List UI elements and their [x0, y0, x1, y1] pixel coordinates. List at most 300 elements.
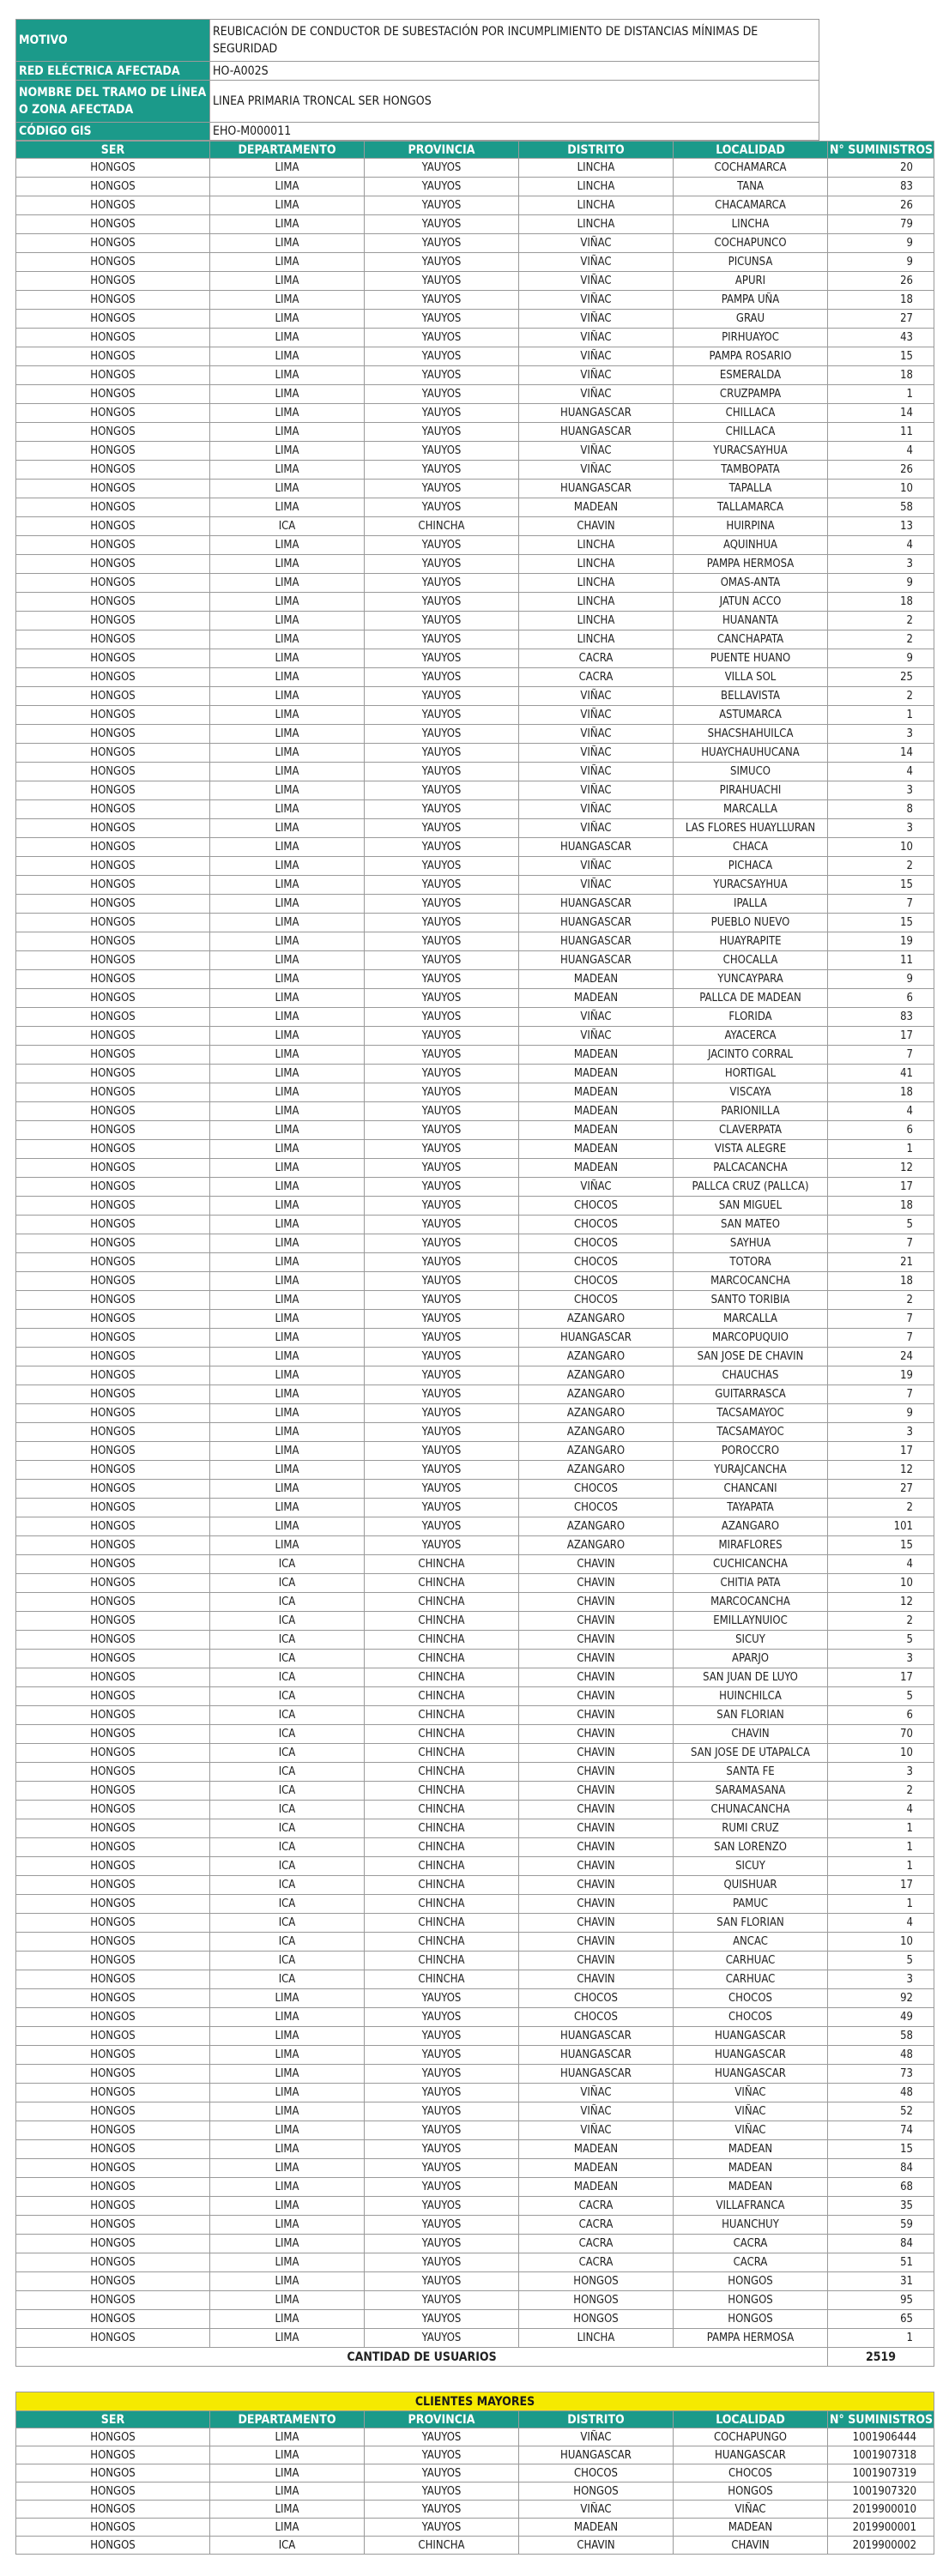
cell-distrito: AZANGARO — [519, 1461, 674, 1480]
cell-departamento: LIMA — [210, 2501, 365, 2519]
cell-suministros: 3 — [828, 1423, 934, 1442]
cell-distrito: MADEAN — [519, 1065, 674, 1083]
cell-suministros: 49 — [828, 2008, 934, 2027]
cell-provincia: YAUYOS — [365, 1442, 519, 1461]
table-row — [16, 2197, 934, 2216]
cell-suministros: 31 — [828, 2272, 934, 2291]
cell-provincia: YAUYOS — [365, 178, 519, 196]
cell-suministros: 11 — [828, 423, 934, 442]
cell-ser: HONGOS — [16, 1310, 210, 1329]
cell-localidad: CHOCALLA — [674, 951, 828, 970]
table-row — [16, 895, 934, 914]
cell-suministros: 12 — [828, 1159, 934, 1178]
cell-distrito: VIÑAC — [519, 1027, 674, 1046]
cell-provincia: YAUYOS — [365, 2084, 519, 2102]
cell-distrito: AZANGARO — [519, 1442, 674, 1461]
cell-provincia: YAUYOS — [365, 2501, 519, 2519]
cell-provincia: YAUYOS — [365, 385, 519, 404]
cell-distrito: AZANGARO — [519, 1536, 674, 1555]
total-row — [16, 2348, 934, 2367]
motivo-label: MOTIVO — [16, 20, 210, 62]
cell-distrito: VIÑAC — [519, 347, 674, 366]
cell-departamento: LIMA — [210, 612, 365, 630]
cell-distrito: HUANGASCAR — [519, 480, 674, 498]
table-row — [16, 272, 934, 291]
cell-localidad: MADEAN — [674, 2159, 828, 2178]
col-departamento: DEPARTAMENTO — [210, 142, 365, 159]
cell-suministros: 52 — [828, 2102, 934, 2121]
cell-localidad: YUNCAYPARA — [674, 970, 828, 989]
cell-suministros: 7 — [828, 895, 934, 914]
cell-provincia: YAUYOS — [365, 555, 519, 574]
cell-provincia: CHINCHA — [365, 1876, 519, 1895]
cell-localidad: CACRA — [674, 2235, 828, 2253]
table-row — [16, 630, 934, 649]
cell-ser: HONGOS — [16, 1706, 210, 1725]
cell-suministros: 15 — [828, 876, 934, 895]
cell-ser: HONGOS — [16, 517, 210, 536]
cell-distrito: CHOCOS — [519, 1216, 674, 1234]
cell-distrito: VIÑAC — [519, 857, 674, 876]
cell-distrito: CHAVIN — [519, 517, 674, 536]
cell-suministros: 58 — [828, 2027, 934, 2046]
cell-distrito: CACRA — [519, 2197, 674, 2216]
cell-localidad: TAMBOPATA — [674, 461, 828, 480]
cell-ser: HONGOS — [16, 1687, 210, 1706]
cell-distrito: VIÑAC — [519, 687, 674, 706]
cell-provincia: YAUYOS — [365, 1027, 519, 1046]
cell-provincia: YAUYOS — [365, 2291, 519, 2310]
cell-ser: HONGOS — [16, 1838, 210, 1857]
cell-ser: HONGOS — [16, 1366, 210, 1385]
cell-localidad: SANTO TORIBIA — [674, 1291, 828, 1310]
cell-localidad: LAS FLORES HUAYLLURAN — [674, 819, 828, 838]
table-row — [16, 2482, 934, 2501]
cell-localidad: TANA — [674, 178, 828, 196]
cell-departamento: LIMA — [210, 215, 365, 234]
table-row — [16, 1461, 934, 1480]
cell-distrito: CACRA — [519, 2253, 674, 2272]
table-row — [16, 1631, 934, 1650]
table-row — [16, 1027, 934, 1046]
cell-distrito: AZANGARO — [519, 1404, 674, 1423]
cell-suministros: 2019900010 — [828, 2501, 934, 2519]
table-row — [16, 1706, 934, 1725]
cell-localidad: YURACSAYHUA — [674, 442, 828, 461]
cell-suministros: 9 — [828, 649, 934, 668]
cell-departamento: LIMA — [210, 1159, 365, 1178]
table-row — [16, 1687, 934, 1706]
cell-provincia: YAUYOS — [365, 1159, 519, 1178]
col-distrito: DISTRITO — [519, 2411, 674, 2428]
cell-departamento: LIMA — [210, 1989, 365, 2008]
table-row — [16, 234, 934, 253]
cell-distrito: HUANGASCAR — [519, 2046, 674, 2065]
cell-departamento: LIMA — [210, 291, 365, 310]
cell-localidad: PALLCA CRUZ (PALLCA) — [674, 1178, 828, 1197]
cell-departamento: LIMA — [210, 1366, 365, 1385]
cell-ser: HONGOS — [16, 2272, 210, 2291]
table-row — [16, 2084, 934, 2102]
cell-ser: HONGOS — [16, 2464, 210, 2482]
cell-suministros: 48 — [828, 2084, 934, 2102]
cell-localidad: HUIRPINA — [674, 517, 828, 536]
cell-departamento: LIMA — [210, 1499, 365, 1517]
cell-departamento: ICA — [210, 1876, 365, 1895]
cell-departamento: LIMA — [210, 574, 365, 593]
cell-localidad: CHITIA PATA — [674, 1574, 828, 1593]
cell-departamento: ICA — [210, 1914, 365, 1933]
cell-localidad: CHOCOS — [674, 2008, 828, 2027]
table-row — [16, 1046, 934, 1065]
cell-departamento: ICA — [210, 1668, 365, 1687]
cell-suministros: 95 — [828, 2291, 934, 2310]
cell-distrito: CHAVIN — [519, 1706, 674, 1725]
cell-ser: HONGOS — [16, 593, 210, 612]
cell-distrito: CHAVIN — [519, 1801, 674, 1819]
cell-suministros: 2 — [828, 1291, 934, 1310]
cell-localidad: PAMPA UÑA — [674, 291, 828, 310]
table-row — [16, 1612, 934, 1631]
table-row — [16, 989, 934, 1008]
cell-distrito: CHAVIN — [519, 1970, 674, 1989]
cell-ser: HONGOS — [16, 442, 210, 461]
col-ser: SER — [16, 142, 210, 159]
cell-suministros: 43 — [828, 329, 934, 347]
cell-distrito: AZANGARO — [519, 1385, 674, 1404]
cell-localidad: SAN LORENZO — [674, 1838, 828, 1857]
cell-provincia: CHINCHA — [365, 1555, 519, 1574]
cell-provincia: CHINCHA — [365, 1612, 519, 1631]
table-row — [16, 2272, 934, 2291]
cell-localidad: CANCHAPATA — [674, 630, 828, 649]
cell-departamento: LIMA — [210, 2008, 365, 2027]
cell-departamento: LIMA — [210, 178, 365, 196]
cell-departamento: ICA — [210, 1801, 365, 1819]
cell-ser: HONGOS — [16, 480, 210, 498]
cell-localidad: SAN JOSE DE UTAPALCA — [674, 1744, 828, 1763]
cell-departamento: LIMA — [210, 1423, 365, 1442]
cell-localidad: YURACSAYHUA — [674, 876, 828, 895]
cell-departamento: LIMA — [210, 2428, 365, 2446]
cell-suministros: 4 — [828, 536, 934, 555]
cell-distrito: CHAVIN — [519, 1593, 674, 1612]
cell-localidad: CARHUAC — [674, 1952, 828, 1970]
cell-suministros: 2 — [828, 1499, 934, 1517]
cell-distrito: HUANGASCAR — [519, 895, 674, 914]
cell-suministros: 10 — [828, 1744, 934, 1763]
cell-distrito: VIÑAC — [519, 725, 674, 744]
cell-ser: HONGOS — [16, 2519, 210, 2537]
cell-ser: HONGOS — [16, 2027, 210, 2046]
table-row — [16, 2428, 934, 2446]
clientes-title: CLIENTES MAYORES — [16, 2392, 934, 2411]
cell-provincia: YAUYOS — [365, 1178, 519, 1197]
table-row — [16, 781, 934, 800]
cell-provincia: YAUYOS — [365, 914, 519, 932]
cell-provincia: YAUYOS — [365, 2008, 519, 2027]
cell-localidad: PIRAHUACHI — [674, 781, 828, 800]
cell-departamento: ICA — [210, 1631, 365, 1650]
cell-distrito: CACRA — [519, 649, 674, 668]
cell-provincia: YAUYOS — [365, 1197, 519, 1216]
total-label: CANTIDAD DE USUARIOS — [16, 2348, 828, 2367]
cell-distrito: MADEAN — [519, 2159, 674, 2178]
cell-ser: HONGOS — [16, 1970, 210, 1989]
cell-distrito: HUANGASCAR — [519, 951, 674, 970]
table-row — [16, 2235, 934, 2253]
cell-localidad: PICUNSA — [674, 253, 828, 272]
cell-provincia: YAUYOS — [365, 1272, 519, 1291]
table-row — [16, 1970, 934, 1989]
cell-suministros: 4 — [828, 1801, 934, 1819]
cell-localidad: MARCOCANCHA — [674, 1272, 828, 1291]
cell-localidad: MIRAFLORES — [674, 1536, 828, 1555]
cell-provincia: YAUYOS — [365, 1140, 519, 1159]
cell-suministros: 1 — [828, 1895, 934, 1914]
cell-suministros: 4 — [828, 1914, 934, 1933]
cell-provincia: CHINCHA — [365, 1952, 519, 1970]
cell-suministros: 4 — [828, 763, 934, 781]
cell-departamento: LIMA — [210, 385, 365, 404]
cell-distrito: CHAVIN — [519, 1650, 674, 1668]
cell-ser: HONGOS — [16, 1065, 210, 1083]
cell-departamento: LIMA — [210, 1008, 365, 1027]
cell-localidad: RUMI CRUZ — [674, 1819, 828, 1838]
table-row — [16, 385, 934, 404]
cell-localidad: CHOCOS — [674, 1989, 828, 2008]
cell-distrito: CHAVIN — [519, 1933, 674, 1952]
cell-departamento: ICA — [210, 1819, 365, 1838]
cell-provincia: YAUYOS — [365, 291, 519, 310]
cell-localidad: PAMUC — [674, 1895, 828, 1914]
cell-localidad: TAPALLA — [674, 480, 828, 498]
cell-provincia: YAUYOS — [365, 366, 519, 385]
cell-departamento: LIMA — [210, 630, 365, 649]
cell-localidad: CLAVERPATA — [674, 1121, 828, 1140]
cell-provincia: YAUYOS — [365, 1083, 519, 1102]
cell-ser: HONGOS — [16, 1480, 210, 1499]
table-row — [16, 1857, 934, 1876]
cell-departamento: ICA — [210, 517, 365, 536]
cell-provincia: YAUYOS — [365, 347, 519, 366]
cell-localidad: HONGOS — [674, 2291, 828, 2310]
cell-provincia: YAUYOS — [365, 1404, 519, 1423]
cell-localidad: HUAYRAPITE — [674, 932, 828, 951]
table-row — [16, 2008, 934, 2027]
cell-provincia: YAUYOS — [365, 612, 519, 630]
cell-suministros: 26 — [828, 461, 934, 480]
cell-provincia: YAUYOS — [365, 2464, 519, 2482]
cell-distrito: CACRA — [519, 2235, 674, 2253]
cell-suministros: 9 — [828, 234, 934, 253]
cell-suministros: 1001906444 — [828, 2428, 934, 2446]
cell-localidad: IPALLA — [674, 895, 828, 914]
cell-suministros: 74 — [828, 2121, 934, 2140]
cell-distrito: CHAVIN — [519, 1668, 674, 1687]
cell-ser: HONGOS — [16, 1178, 210, 1197]
cell-localidad: SIMUCO — [674, 763, 828, 781]
cell-departamento: LIMA — [210, 272, 365, 291]
table-row — [16, 1819, 934, 1838]
cell-ser: HONGOS — [16, 404, 210, 423]
cell-suministros: 5 — [828, 1687, 934, 1706]
cell-distrito: MADEAN — [519, 2519, 674, 2537]
cell-distrito: CHAVIN — [519, 1725, 674, 1744]
cell-localidad: APURI — [674, 272, 828, 291]
cell-suministros: 26 — [828, 272, 934, 291]
cell-suministros: 14 — [828, 404, 934, 423]
cell-suministros: 17 — [828, 1027, 934, 1046]
cell-suministros: 1 — [828, 2329, 934, 2348]
cell-suministros: 84 — [828, 2235, 934, 2253]
cell-suministros: 51 — [828, 2253, 934, 2272]
cell-provincia: YAUYOS — [365, 895, 519, 914]
cell-provincia: YAUYOS — [365, 159, 519, 178]
table-row — [16, 970, 934, 989]
cell-ser: HONGOS — [16, 159, 210, 178]
cell-provincia: YAUYOS — [365, 1216, 519, 1234]
cell-departamento: LIMA — [210, 1536, 365, 1555]
codigo-value: EHO-M000011 — [210, 123, 819, 141]
cell-suministros: 84 — [828, 2159, 934, 2178]
cell-provincia: CHINCHA — [365, 2537, 519, 2555]
cell-distrito: MADEAN — [519, 989, 674, 1008]
cell-provincia: YAUYOS — [365, 630, 519, 649]
table-row — [16, 442, 934, 461]
cell-departamento: LIMA — [210, 1272, 365, 1291]
cell-localidad: PICHACA — [674, 857, 828, 876]
table-row — [16, 2501, 934, 2519]
cell-departamento: ICA — [210, 1857, 365, 1876]
cell-ser: HONGOS — [16, 2446, 210, 2464]
cell-provincia: YAUYOS — [365, 461, 519, 480]
cell-distrito: CHAVIN — [519, 1782, 674, 1801]
cell-ser: HONGOS — [16, 2501, 210, 2519]
table-row — [16, 1536, 934, 1555]
cell-localidad: PUENTE HUANO — [674, 649, 828, 668]
cell-departamento: LIMA — [210, 2519, 365, 2537]
cell-ser: HONGOS — [16, 574, 210, 593]
cell-ser: HONGOS — [16, 1819, 210, 1838]
table-row — [16, 1876, 934, 1895]
cell-provincia: CHINCHA — [365, 1650, 519, 1668]
cell-distrito: VIÑAC — [519, 1178, 674, 1197]
cell-suministros: 73 — [828, 2065, 934, 2084]
cell-ser: HONGOS — [16, 1763, 210, 1782]
table-row — [16, 517, 934, 536]
cell-suministros: 7 — [828, 1046, 934, 1065]
table-row — [16, 536, 934, 555]
col-distrito: DISTRITO — [519, 142, 674, 159]
cell-distrito: CHAVIN — [519, 1612, 674, 1631]
cell-localidad: TOTORA — [674, 1253, 828, 1272]
cell-provincia: YAUYOS — [365, 2121, 519, 2140]
cell-suministros: 5 — [828, 1952, 934, 1970]
cell-departamento: LIMA — [210, 857, 365, 876]
cell-departamento: ICA — [210, 1650, 365, 1668]
cell-distrito: VIÑAC — [519, 291, 674, 310]
cell-localidad: ANCAC — [674, 1933, 828, 1952]
table-row — [16, 1725, 934, 1744]
cell-localidad: CHILLACA — [674, 423, 828, 442]
cell-departamento: LIMA — [210, 2197, 365, 2216]
cell-provincia: YAUYOS — [365, 1480, 519, 1499]
cell-localidad: SAN MATEO — [674, 1216, 828, 1234]
cell-ser: HONGOS — [16, 1461, 210, 1480]
cell-distrito: VIÑAC — [519, 744, 674, 763]
cell-localidad: SAN MIGUEL — [674, 1197, 828, 1216]
cell-provincia: YAUYOS — [365, 649, 519, 668]
table-row — [16, 1423, 934, 1442]
cell-provincia: YAUYOS — [365, 932, 519, 951]
cell-distrito: AZANGARO — [519, 1310, 674, 1329]
cell-localidad: HUINCHILCA — [674, 1687, 828, 1706]
cell-suministros: 1001907319 — [828, 2464, 934, 2482]
cell-ser: HONGOS — [16, 2159, 210, 2178]
cell-provincia: YAUYOS — [365, 2216, 519, 2235]
cell-ser: HONGOS — [16, 668, 210, 687]
cell-ser: HONGOS — [16, 1442, 210, 1461]
cell-suministros: 11 — [828, 951, 934, 970]
table-row — [16, 1329, 934, 1348]
cell-localidad: VILLA SOL — [674, 668, 828, 687]
cell-ser: HONGOS — [16, 612, 210, 630]
table-row — [16, 574, 934, 593]
cell-departamento: LIMA — [210, 1083, 365, 1102]
cell-departamento: LIMA — [210, 196, 365, 215]
cell-departamento: ICA — [210, 1782, 365, 1801]
cell-suministros: 13 — [828, 517, 934, 536]
table-row — [16, 2178, 934, 2197]
table-row — [16, 291, 934, 310]
cell-provincia: CHINCHA — [365, 1838, 519, 1857]
table-row — [16, 2329, 934, 2348]
cell-departamento: LIMA — [210, 1517, 365, 1536]
table-row — [16, 2159, 934, 2178]
cell-departamento: LIMA — [210, 2216, 365, 2235]
table-row — [16, 1989, 934, 2008]
cell-provincia: YAUYOS — [365, 404, 519, 423]
cell-localidad: VISCAYA — [674, 1083, 828, 1102]
table-row — [16, 2464, 934, 2482]
cell-distrito: VIÑAC — [519, 819, 674, 838]
cell-distrito: CHOCOS — [519, 1272, 674, 1291]
cell-distrito: VIÑAC — [519, 706, 674, 725]
cell-distrito: HUANGASCAR — [519, 404, 674, 423]
cell-ser: HONGOS — [16, 800, 210, 819]
cell-distrito: HUANGASCAR — [519, 932, 674, 951]
cell-localidad: ASTUMARCA — [674, 706, 828, 725]
cell-localidad: COCHAMARCA — [674, 159, 828, 178]
info-block — [15, 19, 819, 141]
cell-suministros: 2 — [828, 857, 934, 876]
cell-distrito: LINCHA — [519, 2329, 674, 2348]
cell-distrito: HONGOS — [519, 2272, 674, 2291]
cell-distrito: MADEAN — [519, 1121, 674, 1140]
cell-suministros: 12 — [828, 1461, 934, 1480]
cell-departamento: LIMA — [210, 1461, 365, 1480]
cell-departamento: LIMA — [210, 1027, 365, 1046]
cell-provincia: CHINCHA — [365, 1593, 519, 1612]
cell-distrito: LINCHA — [519, 536, 674, 555]
cell-departamento: LIMA — [210, 253, 365, 272]
table-row — [16, 1480, 934, 1499]
cell-suministros: 18 — [828, 291, 934, 310]
suministros-table — [15, 141, 934, 2367]
cell-suministros: 15 — [828, 347, 934, 366]
cell-localidad: CRUZPAMPA — [674, 385, 828, 404]
